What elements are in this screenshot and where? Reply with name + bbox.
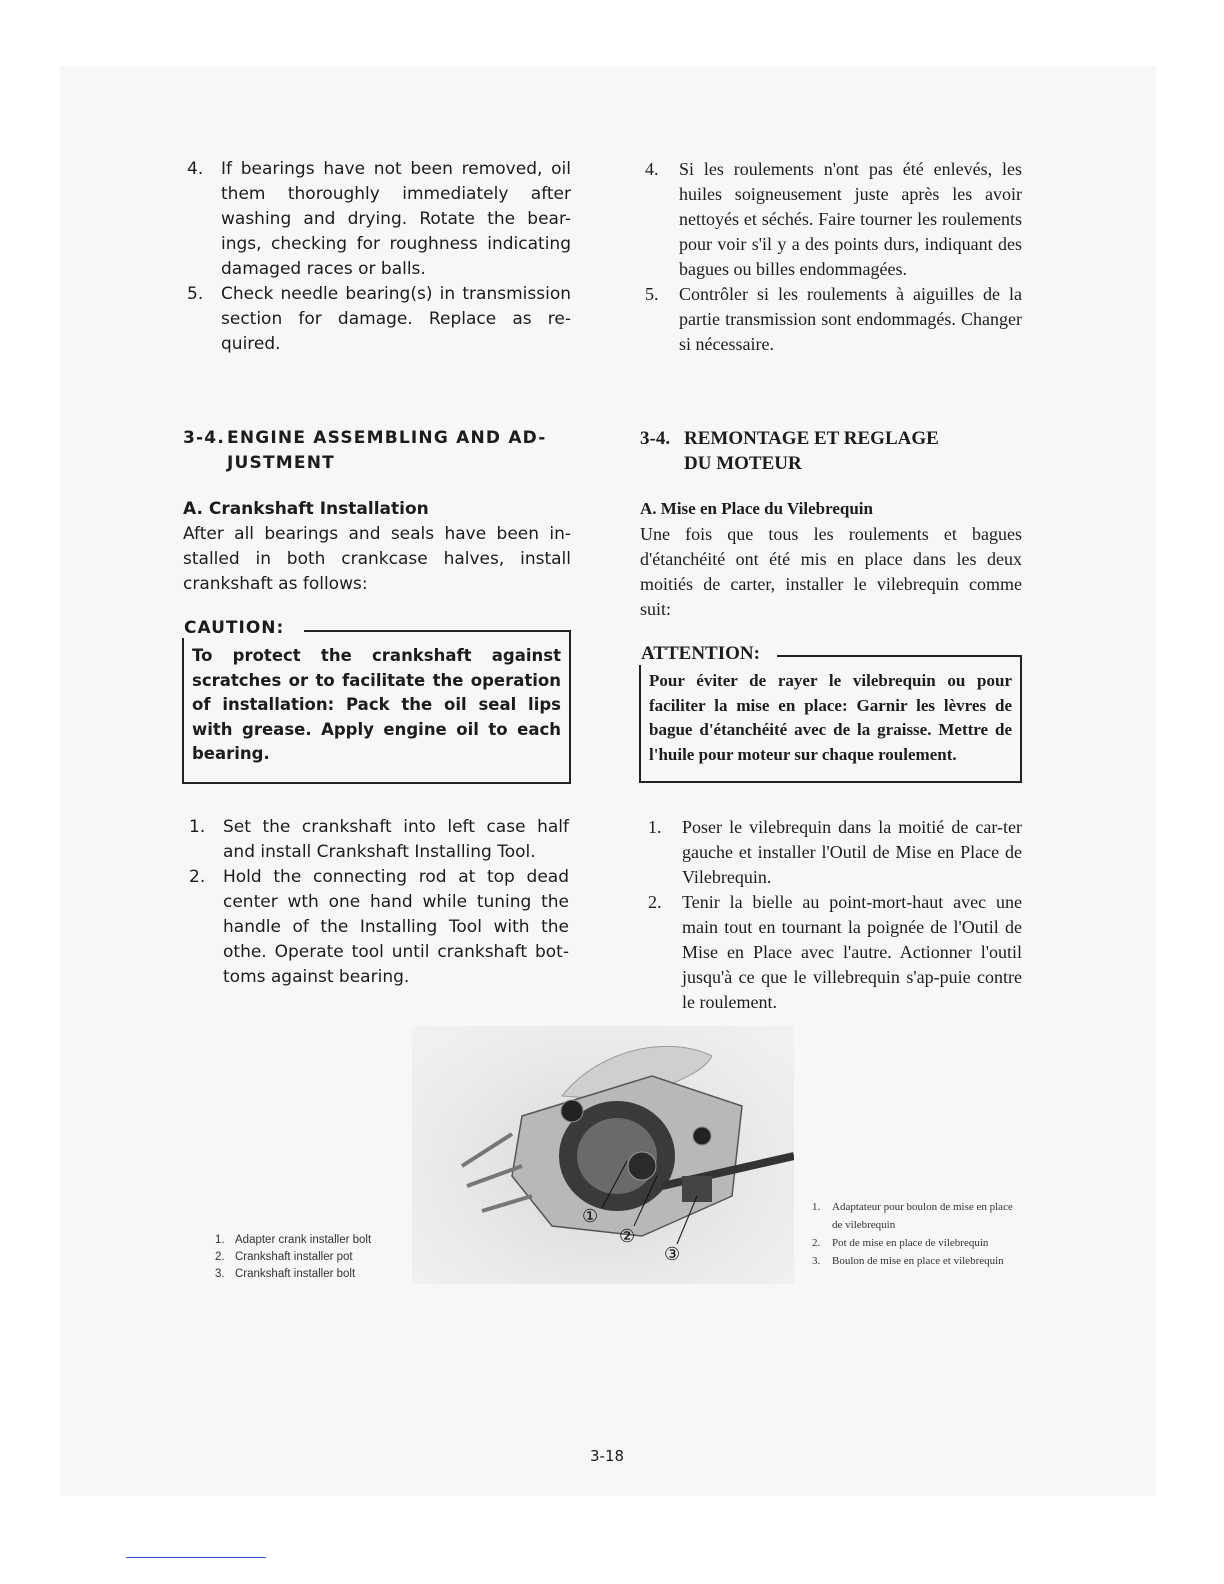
section-number: 3-4.	[640, 428, 671, 449]
caution-title: CAUTION:	[180, 618, 288, 638]
item-text: Check needle bearing(s) in transmission section for damage. Replace as re-quired.	[221, 284, 571, 354]
item-text: If bearings have not been removed, oil them thoroughly immediately after washing and drying. Rotate the bear-ings, checking for roughness indicating damaged races or balls.	[221, 159, 571, 279]
caption-text: Adaptateur pour boulon de mise en place de vilebrequin	[832, 1201, 1013, 1231]
callout-1: ①	[582, 1206, 599, 1226]
caption-text: Crankshaft installer bolt	[235, 1268, 356, 1280]
stud	[482, 1196, 532, 1211]
item-number: 2.	[189, 867, 206, 887]
item-text: Contrôler si les roulements à aiguilles de la partie transmission sont endommagés. Changer si nécessaire.	[679, 284, 1022, 354]
caption-item	[215, 1249, 371, 1266]
caption-number: 1.	[812, 1201, 821, 1213]
subheading-fr: A. Mise en Place du Vilebrequin	[640, 499, 873, 518]
page-number: 3-18	[590, 1447, 625, 1465]
box-top-rule	[304, 630, 571, 632]
case-hole	[561, 1100, 583, 1122]
item-number: 4.	[645, 159, 659, 179]
item-number: 4.	[187, 159, 204, 179]
subheading-en: A. Crankshaft Installation	[183, 499, 429, 519]
caption-item	[812, 1198, 1022, 1234]
item-text: Si les roulements n'ont pas été enlevés, les huiles soigneusement juste après les avoir nettoyés et séchés. Faire tourner les roulements pour voir s'il y a des points durs, indiquant des bagues ou billes endommagées.	[679, 159, 1022, 279]
caption-number: 2.	[215, 1251, 225, 1263]
section-heading-fr	[640, 426, 1030, 476]
link-underline	[126, 1557, 266, 1558]
crankshaft-installation-photo	[412, 1026, 794, 1284]
callout-2: ②	[619, 1226, 636, 1246]
list-item	[183, 815, 569, 865]
list-item	[183, 865, 569, 990]
item-number: 1.	[648, 817, 662, 837]
caption-text: Boulon de mise en place et vilebrequin	[832, 1255, 1004, 1267]
item-text: Hold the connecting rod at top dead center wth one hand while tuning the handle of the Installing Tool with the othe. Operate tool until crankshaft bot-toms against bearing.	[223, 867, 569, 987]
item-number: 5.	[187, 284, 204, 304]
section-title-line2: DU MOTEUR	[684, 453, 802, 474]
stud	[462, 1134, 512, 1166]
case-hole	[693, 1127, 711, 1145]
installer-bolt	[682, 1176, 712, 1202]
section-title-line1: REMONTAGE ET REGLAGE	[684, 428, 939, 449]
caution-text: To protect the crankshaft against scratches or to facilitate the operation of installation: Pack the oil seal lips with grease. Apply engine oil to each bearing.	[192, 646, 561, 763]
item-number: 1.	[189, 817, 206, 837]
steps-list-fr	[642, 815, 1022, 1015]
intro-paragraph-en: After all bearings and seals have been in-stalled in both crankcase halves, install crankshaft as follows:	[183, 524, 571, 594]
list-item	[181, 157, 571, 282]
caption-text: Pot de mise en place de vilebrequin	[832, 1237, 989, 1249]
caption-item	[812, 1234, 1022, 1252]
caution-box-en	[182, 618, 571, 784]
caption-item	[215, 1232, 371, 1249]
installer-pot	[628, 1152, 656, 1180]
item-number: 2.	[648, 892, 662, 912]
item-number: 5.	[645, 284, 659, 304]
caption-item	[812, 1252, 1022, 1270]
caption-number: 1.	[215, 1234, 225, 1246]
attention-title: ATTENTION:	[637, 643, 764, 665]
section-title-line2: JUSTMENT	[227, 453, 335, 473]
callout-3: ③	[664, 1244, 681, 1264]
list-item	[181, 282, 571, 357]
steps-list-en	[183, 815, 569, 990]
item-text: Set the crankshaft into left case half and install Crankshaft Installing Tool.	[223, 817, 569, 862]
crankcase-illustration	[412, 1026, 794, 1284]
list-item	[642, 815, 1022, 890]
section-title-line1: ENGINE ASSEMBLING AND AD-	[227, 428, 547, 448]
attention-text: Pour éviter de rayer le vilebrequin ou pour faciliter la mise en place: Garnir les lèvres de bague d'étanchéité avec de la graisse. Mettre de l'huile pour moteur sur chaque roulement.	[649, 671, 1012, 764]
top-list-fr	[639, 157, 1022, 357]
caption-item	[215, 1266, 371, 1283]
top-list-en	[181, 157, 571, 357]
caption-number: 2.	[812, 1237, 821, 1249]
item-text: Tenir la bielle au point-mort-haut avec une main tout en tournant la poignée de l'Outil de Mise en Place avec l'autre. Actionner l'outil jusqu'à ce que le villebrequin s'ap-puie contre le roulement.	[682, 892, 1022, 1012]
list-item	[639, 157, 1022, 282]
photo-caption-fr	[812, 1198, 1022, 1270]
list-item	[642, 890, 1022, 1015]
photo-caption-en	[215, 1232, 371, 1283]
list-item	[639, 282, 1022, 357]
caption-number: 3.	[812, 1255, 821, 1267]
caption-number: 3.	[215, 1268, 225, 1280]
caption-text: Crankshaft installer pot	[235, 1251, 353, 1263]
intro-paragraph-fr: Une fois que tous les roulements et bagues d'étanchéité ont été mis en place dans les deux moitiés de carter, installer le vilebrequin comme suit:	[640, 524, 1022, 619]
section-number: 3-4.	[183, 428, 225, 448]
attention-box-fr	[639, 643, 1022, 783]
caption-text: Adapter crank installer bolt	[235, 1234, 372, 1246]
box-top-rule	[777, 655, 1022, 657]
item-text: Poser le vilebrequin dans la moitié de car-ter gauche et installer l'Outil de Mise en Place de Vilebrequin.	[682, 817, 1022, 887]
section-heading-en	[183, 426, 573, 476]
